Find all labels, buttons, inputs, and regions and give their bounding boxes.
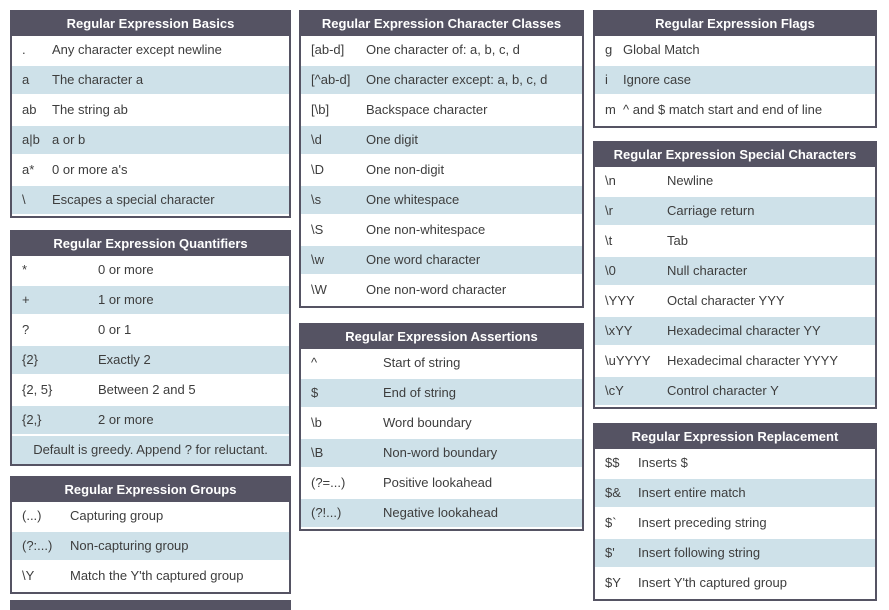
description-cell: a or b	[52, 132, 86, 147]
table-flags	[593, 10, 877, 128]
table-title: Regular Expression Assertions	[301, 325, 582, 349]
pattern-cell: (?=...)	[311, 475, 346, 490]
table-row	[595, 96, 875, 126]
table-row	[301, 246, 582, 276]
description-cell: Non-word boundary	[383, 445, 498, 460]
pattern-cell: (...)	[22, 508, 42, 523]
table-row	[301, 439, 582, 469]
table-row	[301, 216, 582, 246]
table-assertions	[299, 323, 584, 531]
table-row	[12, 406, 289, 436]
pattern-cell: g	[605, 42, 613, 57]
description-cell: Capturing group	[70, 508, 164, 523]
table-row	[301, 66, 582, 96]
table-row	[12, 156, 289, 186]
pattern-cell: \Y	[22, 568, 35, 583]
description-cell: The character a	[52, 72, 144, 87]
description-cell: Positive lookahead	[383, 475, 493, 490]
pattern-cell: \S	[311, 222, 324, 237]
pattern-cell: \w	[311, 252, 324, 267]
description-cell: Insert following string	[638, 545, 761, 560]
pattern-cell: \d	[311, 132, 322, 147]
description-cell: Ignore case	[623, 72, 691, 87]
table-row	[12, 66, 289, 96]
pattern-cell: $	[311, 385, 319, 400]
description-cell: Carriage return	[667, 203, 755, 218]
pattern-cell: \n	[605, 173, 616, 188]
pattern-cell: a	[22, 72, 30, 87]
table-row	[595, 539, 875, 569]
description-cell: One character except: a, b, c, d	[366, 72, 548, 87]
description-cell: Octal character YYY	[667, 293, 785, 308]
pattern-cell: (?:...)	[22, 538, 53, 553]
pattern-cell: {2}	[22, 352, 38, 367]
pattern-cell: m	[605, 102, 616, 117]
column-right	[593, 10, 877, 601]
pattern-cell: $`	[605, 515, 617, 530]
table-row	[595, 287, 875, 317]
table-row	[595, 227, 875, 257]
pattern-cell: [\b]	[311, 102, 330, 117]
column-left	[10, 10, 291, 610]
description-cell: Backspace character	[366, 102, 488, 117]
table-row	[595, 317, 875, 347]
description-cell: Control character Y	[667, 383, 779, 398]
pattern-cell: \s	[311, 192, 322, 207]
table-row	[301, 349, 582, 379]
table-footer-note: Default is greedy. Append ? for reluctant.	[12, 436, 289, 464]
table-row	[12, 346, 289, 376]
table-row	[595, 257, 875, 287]
pattern-cell: ?	[22, 322, 30, 337]
table-row	[595, 197, 875, 227]
table-row	[595, 36, 875, 66]
description-cell: 0 or more	[98, 262, 154, 277]
table-row	[301, 156, 582, 186]
table-title: Regular Expression Flags	[595, 12, 875, 36]
pattern-cell: \B	[311, 445, 324, 460]
description-cell: Global Match	[623, 42, 700, 57]
description-cell: Tab	[667, 233, 688, 248]
table-row	[595, 509, 875, 539]
pattern-cell: i	[605, 72, 608, 87]
description-cell: Negative lookahead	[383, 505, 498, 520]
description-cell: Between 2 and 5	[98, 382, 196, 397]
pattern-cell: \b	[311, 415, 322, 430]
table-title: Regular Expression Quantifiers	[12, 232, 289, 256]
description-cell: Insert entire match	[638, 485, 746, 500]
table-row	[595, 449, 875, 479]
pattern-cell: $$	[605, 455, 620, 470]
pattern-cell: \W	[311, 282, 327, 297]
pattern-cell: $&	[605, 485, 621, 500]
description-cell: Exactly 2	[98, 352, 151, 367]
description-cell: Inserts $	[638, 455, 688, 470]
table-title: Regular Expression Character Classes	[301, 12, 582, 36]
description-cell: Insert preceding string	[638, 515, 767, 530]
pattern-cell: \uYYYY	[605, 353, 651, 368]
pattern-cell: \t	[605, 233, 613, 248]
pattern-cell: $'	[605, 545, 615, 560]
table-row	[301, 186, 582, 216]
table-row	[12, 126, 289, 156]
table-title: Regular Expression Basics	[12, 12, 289, 36]
table-row	[12, 256, 289, 286]
description-cell: Match the Y'th captured group	[70, 568, 244, 583]
pattern-cell: +	[22, 292, 30, 307]
description-cell: One word character	[366, 252, 481, 267]
description-cell: 1 or more	[98, 292, 154, 307]
table-classes	[299, 10, 584, 308]
pattern-cell: {2,}	[22, 412, 42, 427]
pattern-cell: *	[22, 262, 28, 277]
description-cell: 0 or more a's	[52, 162, 128, 177]
pattern-cell: \cY	[605, 383, 624, 398]
table-row	[12, 532, 289, 562]
table-special	[593, 141, 877, 409]
description-cell: 0 or 1	[98, 322, 132, 337]
table-row	[12, 502, 289, 532]
table-quantifiers	[10, 230, 291, 466]
pattern-cell: [^ab-d]	[311, 72, 351, 87]
description-cell: One non-digit	[366, 162, 445, 177]
table-groups	[10, 476, 291, 594]
table-title: Regular Expression Special Characters	[595, 143, 875, 167]
description-cell: One character of: a, b, c, d	[366, 42, 520, 57]
pattern-cell: \YYY	[605, 293, 635, 308]
pattern-cell: a*	[22, 162, 35, 177]
description-cell: Escapes a special character	[52, 192, 215, 207]
table-row	[12, 96, 289, 126]
description-cell: Hexadecimal character YYYY	[667, 353, 839, 368]
table-row	[12, 376, 289, 406]
table-row	[595, 569, 875, 599]
table-replacement	[593, 423, 877, 601]
table-row	[301, 276, 582, 306]
description-cell: One non-whitespace	[366, 222, 486, 237]
description-cell: The string ab	[52, 102, 128, 117]
description-cell: ^ and $ match start and end of line	[623, 102, 823, 117]
description-cell: Non-capturing group	[70, 538, 189, 553]
table-row	[595, 479, 875, 509]
table-row	[12, 562, 289, 592]
table-row	[12, 316, 289, 346]
description-cell: Hexadecimal character YY	[667, 323, 821, 338]
description-cell: Insert Y'th captured group	[638, 575, 787, 590]
pattern-cell: \D	[311, 162, 324, 177]
table-row	[595, 167, 875, 197]
table-row	[301, 499, 582, 529]
table-row	[595, 377, 875, 407]
column-middle	[299, 10, 584, 531]
table-title: Regular Expression Replacement	[595, 425, 875, 449]
table-row	[301, 36, 582, 66]
table-row	[301, 96, 582, 126]
description-cell: One digit	[366, 132, 419, 147]
table-row	[301, 379, 582, 409]
pattern-cell: \r	[605, 203, 613, 218]
description-cell: Start of string	[383, 355, 461, 370]
table-row	[301, 469, 582, 499]
partial-table-header	[10, 600, 291, 610]
table-title: Regular Expression Groups	[12, 478, 289, 502]
table-row	[595, 347, 875, 377]
description-cell: End of string	[383, 385, 456, 400]
pattern-cell: $Y	[605, 575, 621, 590]
table-row	[12, 186, 289, 216]
pattern-cell: [ab-d]	[311, 42, 345, 57]
pattern-cell: \	[22, 192, 26, 207]
description-cell: Any character except newline	[52, 42, 222, 57]
table-row	[301, 126, 582, 156]
description-cell: Word boundary	[383, 415, 472, 430]
pattern-cell: ^	[311, 355, 318, 370]
table-row	[12, 286, 289, 316]
pattern-cell: {2, 5}	[22, 382, 53, 397]
description-cell: 2 or more	[98, 412, 154, 427]
description-cell: Newline	[667, 173, 714, 188]
description-cell: One non-word character	[366, 282, 507, 297]
description-cell: One whitespace	[366, 192, 460, 207]
table-row	[301, 409, 582, 439]
table-row	[12, 36, 289, 66]
pattern-cell: \xYY	[605, 323, 633, 338]
table-row	[595, 66, 875, 96]
description-cell: Null character	[667, 263, 748, 278]
pattern-cell: .	[22, 42, 26, 57]
pattern-cell: ab	[22, 102, 37, 117]
pattern-cell: (?!...)	[311, 505, 342, 520]
table-basics	[10, 10, 291, 218]
pattern-cell: \0	[605, 263, 616, 278]
pattern-cell: a|b	[22, 132, 40, 147]
